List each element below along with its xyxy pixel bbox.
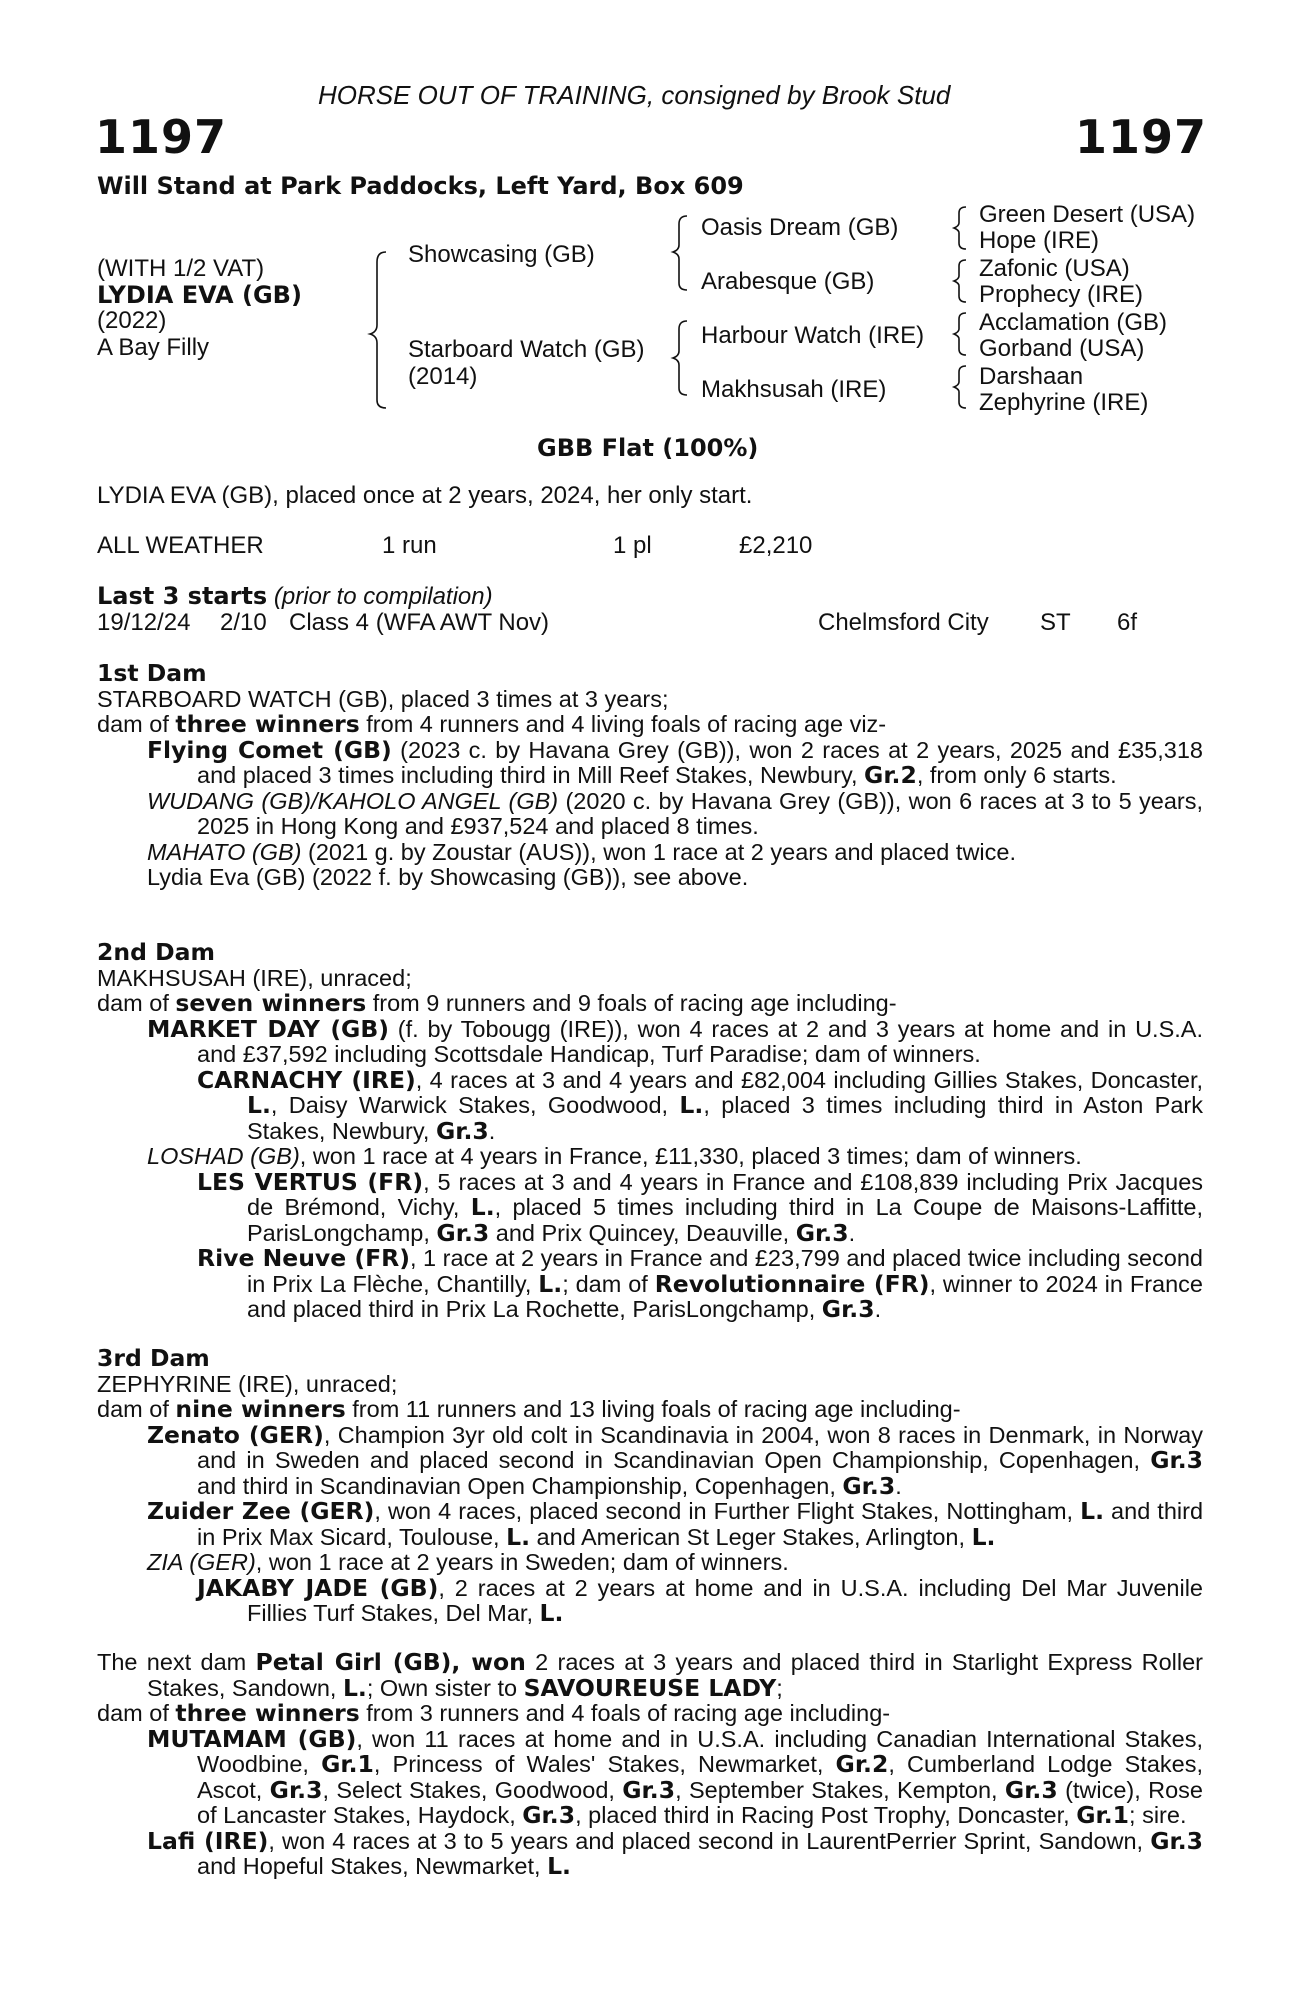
first-dam-heading: 1st Dam <box>97 659 207 687</box>
first-dam-section <box>97 661 1203 891</box>
ancestor-gen3: Zephyrine (IRE) <box>979 389 1149 416</box>
progeny-entry: MARKET DAY (GB) (f. by Tobougg (IRE)), won 4 races at 2 and 3 years at home and in U.S.A. and £37,592 including Scottsdale Handicap, Turf Paradise; dam of winners. <box>147 1014 1203 1067</box>
progeny-entry: Lydia Eva (GB) (2022 f. by Showcasing (GB)), see above. <box>147 864 749 890</box>
record-runs: 1 run <box>382 532 437 559</box>
first-dam-line: STARBOARD WATCH (GB), placed 3 times at 3 years; <box>97 685 669 712</box>
ancestor-gen3: Gorband (USA) <box>979 335 1145 362</box>
ancestor-gen3: Hope (IRE) <box>979 227 1100 254</box>
progeny-entry: CARNACHY (IRE), 4 races at 3 and 4 years and £82,004 including Gillies Stakes, Doncaster, L., Daisy Warwick Stakes, Goodwood, L., placed 3 times including third in Aston Park Stakes, Newbury, Gr.3. <box>197 1065 1204 1145</box>
rating: GBB Flat (100%) <box>537 434 759 462</box>
progeny-entry: Lafi (IRE), won 4 races at 3 to 5 years and placed second in LaurentPerrier Sprint, Sandown, Gr.3 and Hopeful Stakes, Newmarket, L. <box>147 1826 1204 1880</box>
progeny-entry: MUTAMAM (GB), won 11 races at home and in U.S.A. including Canadian International Stakes, Woodbine, Gr.1, Princess of Wales' Stakes, Newmarket, Gr.2, Cumberland Lodge Stakes, Ascot, Gr.3, Select Stakes, Goodwood, Gr.3, September Stakes, Kempton, Gr.3 (twice), Rose of Lancaster Stakes, Haydock, Gr.3, placed third in Racing Post Trophy, Doncaster, Gr.1; sire. <box>147 1724 1203 1829</box>
lot-number-left: 1197 <box>95 110 228 164</box>
progeny-entry: JAKABY JADE (GB), 2 races at 2 years at home and in U.S.A. including Del Mar Juvenile Fillies Turf Stakes, Del Mar, L. <box>197 1573 1203 1627</box>
progeny-entry: ZIA (GER), won 1 race at 2 years in Sweden; dam of winners. <box>147 1549 789 1575</box>
record-earnings: £2,210 <box>739 532 813 559</box>
progeny-entry: LOSHAD (GB), won 1 race at 4 years in France, £11,330, placed 3 times; dam of winners. <box>147 1143 1082 1169</box>
ancestor-gen3: Zafonic (USA) <box>979 255 1130 282</box>
granddam-paternal: Arabesque (GB) <box>701 268 875 295</box>
progeny-entry: Flying Comet (GB) (2023 c. by Havana Grey (GB)), won 2 races at 2 years, 2025 and £35,318 and placed 3 times including third in Mill Reef Stakes, Newbury, Gr.2, from only 6 starts. <box>147 735 1203 789</box>
start-distance: 6f <box>1117 609 1138 636</box>
record-placed: 1 pl <box>613 532 652 559</box>
next-dam-produce-line: dam of three winners from 3 runners and 4 foals of racing age including- <box>97 1699 891 1727</box>
second-dam-produce-line: dam of seven winners from 9 runners and 9 foals of racing age including- <box>97 989 897 1017</box>
granddam-maternal: Makhsusah (IRE) <box>701 376 887 403</box>
progeny-entry: WUDANG (GB)/KAHOLO ANGEL (GB) (2020 c. by Havana Grey (GB)), won 6 races at 3 to 5 years, 2025 in Hong Kong and £937,524 and placed 8 times. <box>147 787 1203 839</box>
lot-number-right: 1197 <box>1074 110 1207 164</box>
grandsire-paternal: Oasis Dream (GB) <box>701 214 899 241</box>
progeny-entry: Zuider Zee (GER), won 4 races, placed second in Further Flight Stakes, Nottingham, L. and third in Prix Max Sicard, Toulouse, L. and American St Leger Stakes, Arlington, L. <box>147 1497 1204 1551</box>
progeny-entry: MAHATO (GB) (2021 g. by Zoustar (AUS)), won 1 race at 2 years and placed twice. <box>147 838 1016 865</box>
second-dam-heading: 2nd Dam <box>97 938 215 966</box>
progeny-entry: LES VERTUS (FR), 5 races at 3 and 4 years in France and £108,839 including Prix Jacques de Brémond, Vichy, L., placed 5 times including third in La Coupe de Maisons-Laffitte, ParisLongchamp, Gr.3 and Prix Quincey, Deauville, Gr.3. <box>197 1167 1204 1247</box>
first-dam-produce-line: dam of three winners from 4 runners and 4 living foals of racing age viz- <box>97 710 887 738</box>
progeny-entry: Rive Neuve (FR), 1 race at 2 years in France and £23,799 and placed twice including second in Prix La Flèche, Chantilly, L.; dam of Revolutionnaire (FR), winner to 2024 in France and placed third in Prix La Rochette, ParisLongchamp, Gr.3. <box>197 1244 1203 1323</box>
ancestor-gen3: Acclamation (GB) <box>979 309 1168 336</box>
dam-year: (2014) <box>408 363 478 390</box>
start-surface: ST <box>1040 609 1071 636</box>
stand-location: Will Stand at Park Paddocks, Left Yard, Box 609 <box>97 172 744 200</box>
last-starts-heading: Last 3 starts (prior to compilation) <box>97 582 493 610</box>
next-dam-section <box>97 1650 1203 1880</box>
horse-year: (2022) <box>97 307 167 334</box>
ancestor-gen3: Darshaan <box>979 363 1084 390</box>
horse-name: LYDIA EVA (GB) <box>97 281 302 309</box>
second-dam-section <box>97 940 1203 1323</box>
race-summary: LYDIA EVA (GB), placed once at 2 years, 2024, her only start. <box>97 482 753 509</box>
progeny-entry: Zenato (GER), Champion 3yr old colt in Scandinavia in 2004, won 8 races in Denmark, in Norway and in Sweden and placed second in Scandinavian Open Championship, Copenhagen, Gr.3 and third in Scandinavian Open Championship, Copenhagen, Gr.3. <box>147 1420 1203 1500</box>
start-position: 2/10 <box>220 609 267 636</box>
horse-description: A Bay Filly <box>97 334 210 361</box>
start-race: Class 4 (WFA AWT Nov) <box>289 609 550 636</box>
consignor-line: HORSE OUT OF TRAINING, consigned by Brook Stud <box>318 80 951 110</box>
dam: Starboard Watch (GB) <box>408 336 645 363</box>
second-dam-line: MAKHSUSAH (IRE), unraced; <box>97 964 412 991</box>
start-date: 19/12/24 <box>97 609 191 636</box>
record-surface: ALL WEATHER <box>97 532 264 559</box>
start-course: Chelmsford City <box>818 609 989 636</box>
ancestor-gen3: Prophecy (IRE) <box>979 281 1144 308</box>
sire: Showcasing (GB) <box>408 241 595 268</box>
third-dam-section <box>97 1346 1203 1627</box>
third-dam-heading: 3rd Dam <box>97 1344 210 1372</box>
grandsire-maternal: Harbour Watch (IRE) <box>701 322 925 349</box>
third-dam-line: ZEPHYRINE (IRE), unraced; <box>97 1370 398 1397</box>
next-dam-line: The next dam Petal Girl (GB), won 2 races at 3 years and placed third in Starlight Express Roller Stakes, Sandown, L.; Own sister to SAVOUREUSE LADY; <box>97 1648 1203 1702</box>
vat-note: (WITH 1/2 VAT) <box>97 255 265 282</box>
third-dam-produce-line: dam of nine winners from 11 runners and 13 living foals of racing age including- <box>97 1395 961 1423</box>
ancestor-gen3: Green Desert (USA) <box>979 201 1196 228</box>
